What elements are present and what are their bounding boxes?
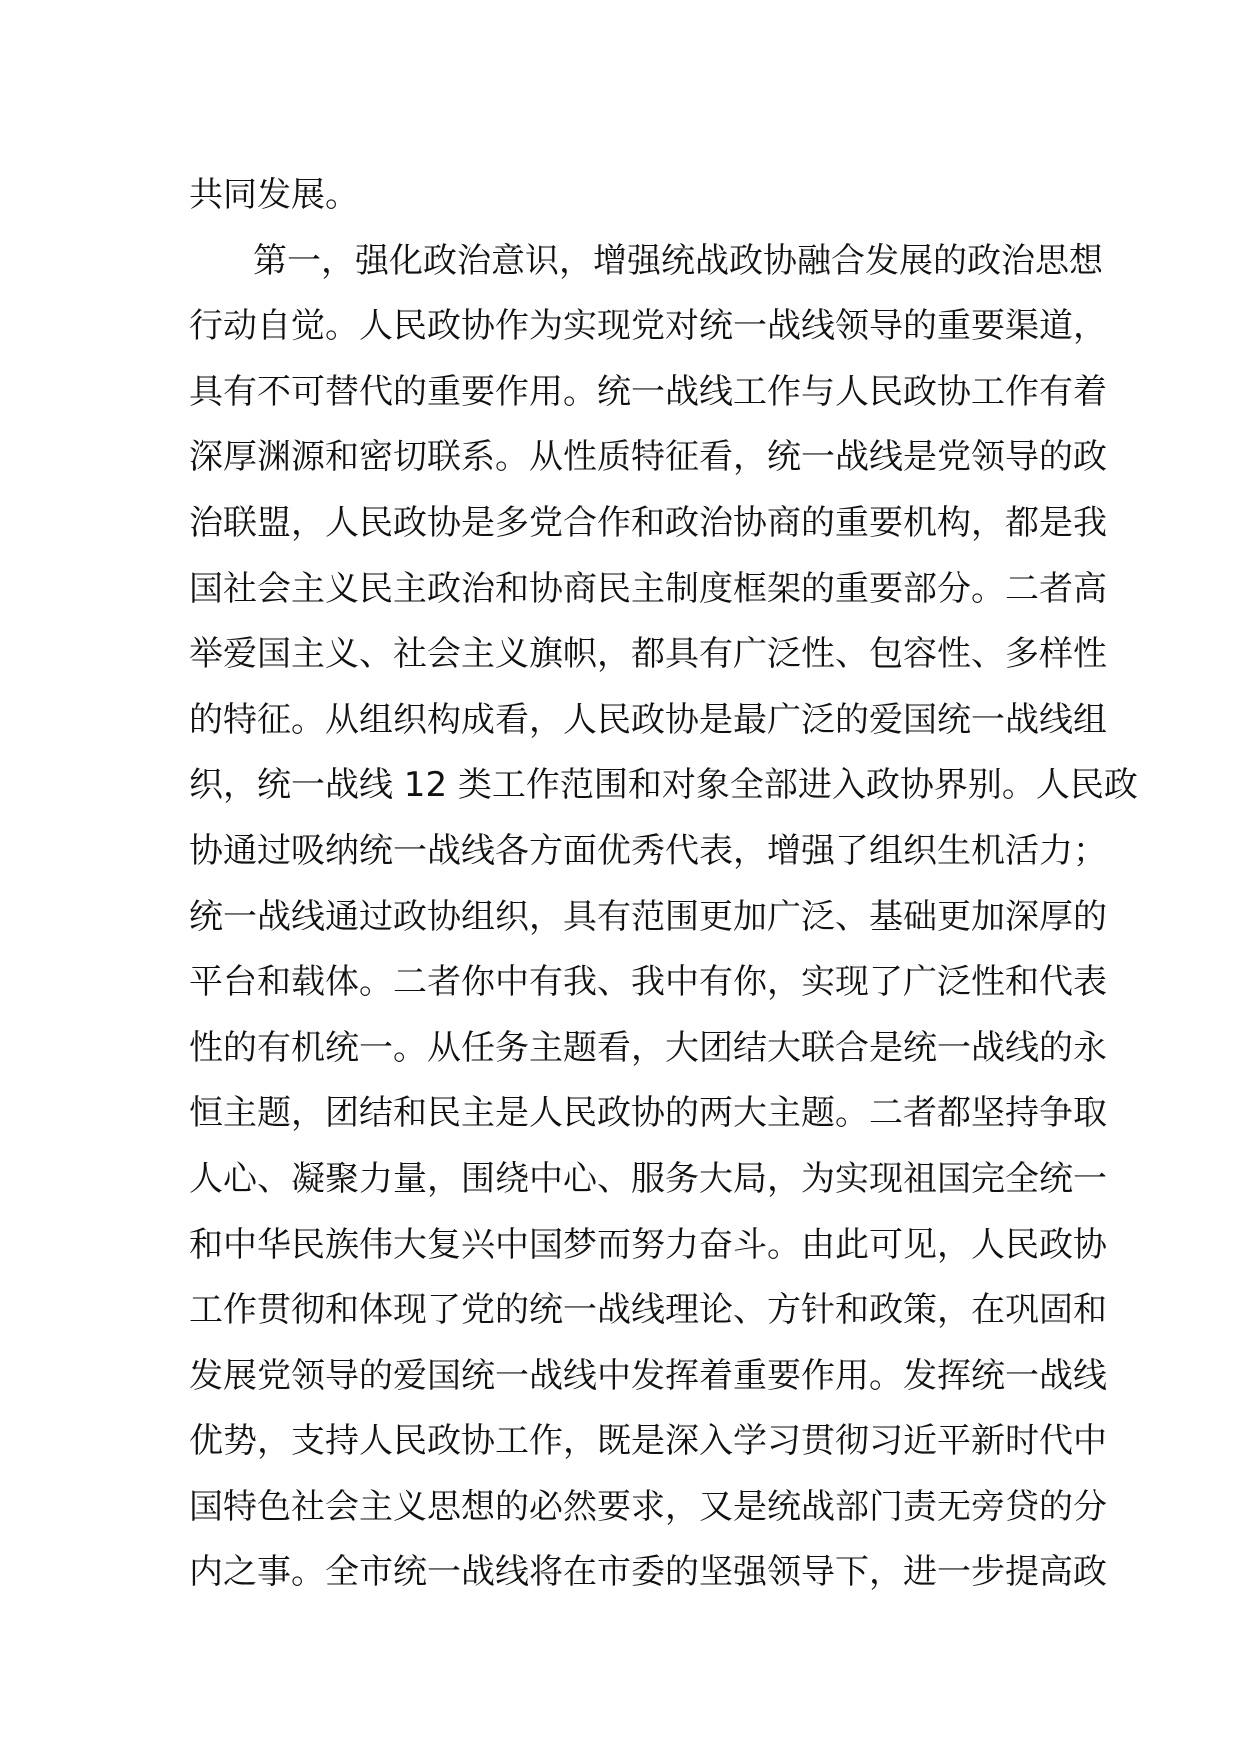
text-line: 治联盟，人民政协是多党合作和政治协商的重要机构，都是我: [189, 502, 1107, 543]
text-line: 协通过吸纳统一战线各方面优秀代表，增强了组织生机活力；: [189, 830, 1107, 871]
text-line: 国特色社会主义思想的必然要求，又是统战部门责无旁贷的分: [189, 1486, 1107, 1527]
text-line: 共同发展。: [189, 175, 359, 215]
text-line: 具有不可替代的重要作用。统一战线工作与人民政协工作有着: [189, 371, 1107, 412]
text-line: 内之事。全市统一战线将在市委的坚强领导下，进一步提高政: [189, 1552, 1107, 1593]
text-line: 人心、凝聚力量，围绕中心、服务大局，为实现祖国完全统一: [189, 1158, 1107, 1199]
text-line: 性的有机统一。从任务主题看，大团结大联合是统一战线的永: [189, 1027, 1107, 1068]
text-line: 和中华民族伟大复兴中国梦而努力奋斗。由此可见，人民政协: [189, 1224, 1107, 1265]
text-line: 统一战线通过政协组织，具有范围更加广泛、基础更加深厚的: [189, 896, 1107, 937]
text-line: 织，统一战线 12 类工作范围和对象全部进入政协界别。人民政: [189, 765, 1138, 806]
text-line: 平台和载体。二者你中有我、我中有你，实现了广泛性和代表: [189, 962, 1107, 1003]
text-line: 行动自觉。人民政协作为实现党对统一战线领导的重要渠道，: [189, 306, 1107, 347]
text-line: 举爱国主义、社会主义旗帜，都具有广泛性、包容性、多样性: [189, 634, 1107, 675]
text-line: 优势，支持人民政协工作，既是深入学习贯彻习近平新时代中: [189, 1421, 1107, 1462]
body-text: [189, 163, 1138, 1606]
text-line: 国社会主义民主政治和协商民主制度框架的重要部分。二者高: [189, 568, 1107, 609]
text-line: 第一，强化政治意识，增强统战政协融合发展的政治思想: [253, 240, 1103, 281]
text-line: 工作贯彻和体现了党的统一战线理论、方针和政策，在巩固和: [189, 1290, 1107, 1331]
text-line: 发展党领导的爱国统一战线中发挥着重要作用。发挥统一战线: [189, 1355, 1107, 1396]
text-line: 的特征。从组织构成看，人民政协是最广泛的爱国统一战线组: [189, 699, 1107, 740]
text-line: 恒主题，团结和民主是人民政协的两大主题。二者都坚持争取: [189, 1093, 1107, 1134]
text-line: 深厚渊源和密切联系。从性质特征看，统一战线是党领导的政: [189, 437, 1107, 478]
